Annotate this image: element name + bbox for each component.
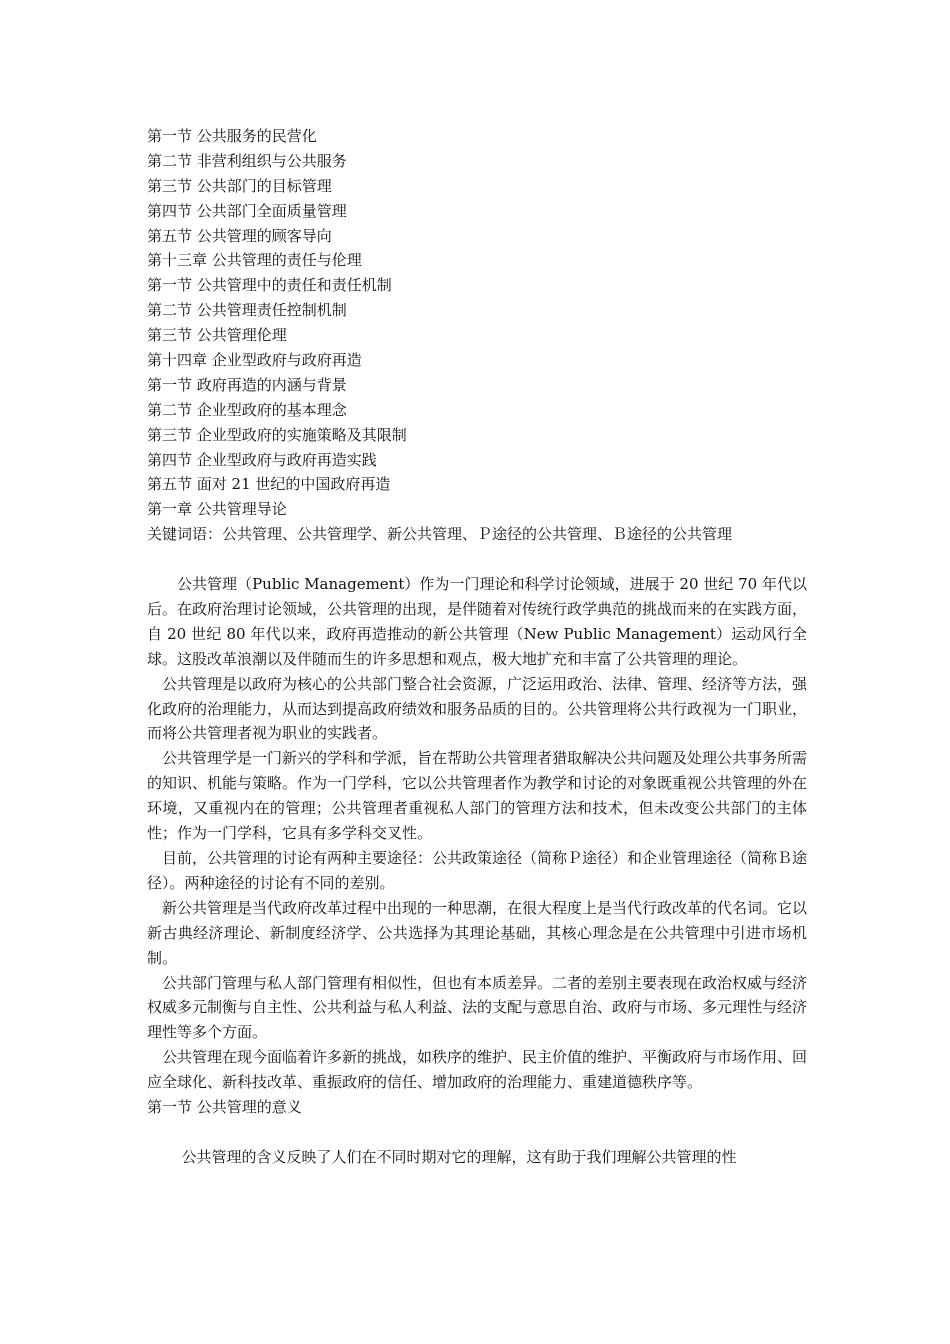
toc-line: 第一章 公共管理导论 xyxy=(147,500,287,519)
section-heading: 第一节 公共管理的意义 xyxy=(147,1098,302,1117)
toc-line: 第二节 公共管理责任控制机制 xyxy=(147,301,347,320)
toc-line: 第五节 面对 21 世纪的中国政府再造 xyxy=(147,475,391,494)
chapter-summary xyxy=(147,572,807,1095)
toc-line: 第十四章 企业型政府与政府再造 xyxy=(147,351,362,370)
summary-paragraph: 目前，公共管理的讨论有两种主要途径：公共政策途径（简称Ｐ途径）和企业管理途径（简称Ｂ途径）。两种途径的讨论有不同的差别。 xyxy=(147,849,808,892)
keywords-line: 关键词语：公共管理、公共管理学、新公共管理、Ｐ途径的公共管理、Ｂ途径的公共管理 xyxy=(147,525,733,544)
toc-line: 第三节 公共部门的目标管理 xyxy=(147,176,332,195)
blank-line xyxy=(147,547,807,572)
toc-line: 第三节 企业型政府的实施策略及其限制 xyxy=(147,425,407,444)
table-of-contents xyxy=(147,124,807,522)
toc-line: 第四节 公共部门全面质量管理 xyxy=(147,201,347,220)
toc-line: 第二节 企业型政府的基本理念 xyxy=(147,400,347,419)
toc-line: 第二节 非营利组织与公共服务 xyxy=(147,151,347,170)
summary-paragraph: 公共部门管理与私人部门管理有相似性，但也有本质差异。二者的差别主要表现在政治权威与经济权威多元制衡与自主性、公共利益与私人利益、法的支配与意思自治、政府与市场、多元理性与经济理性等多个方面。 xyxy=(147,973,808,1042)
toc-line: 第一节 公共服务的民营化 xyxy=(147,127,317,145)
summary-paragraph: 公共管理（Public Management）作为一门理论和科学讨论领域，进展于 20 世纪 70 年代以后。在政府治理讨论领域，公共管理的出现，是伴随着对传统行政学典范的挑战而来的在实践方面，自 20 世纪 80 年代以来，政府再造推动的新公共管理（New Public Management）运动风行全球。这股改革浪潮以及伴随而生的许多思想和观点，极大地扩充和丰富了公共管理的理论。 xyxy=(147,575,808,668)
toc-line: 第十三章 公共管理的责任与伦理 xyxy=(147,251,362,270)
blank-line xyxy=(147,1120,807,1145)
summary-paragraph: 新公共管理是当代政府改革过程中出现的一种思潮，在很大程度上是当代行政改革的代名词。它以新古典经济理论、新制度经济学、公共选择为其理论基础，其核心理念是在公共管理中引进市场机制。 xyxy=(147,898,808,967)
document-page xyxy=(147,124,807,1170)
summary-paragraph: 公共管理学是一门新兴的学科和学派，旨在帮助公共管理者猎取解决公共问题及处理公共事务所需的知识、机能与策略。作为一门学科，它以公共管理者作为教学和讨论的对象既重视公共管理的外在环境，又重视内在的管理；公共管理者重视私人部门的管理方法和技术，但未改变公共部门的主体性；作为一门学科，它具有多学科交叉性。 xyxy=(147,749,808,843)
summary-paragraph: 公共管理在现今面临着许多新的挑战，如秩序的维护、民主价值的维护、平衡政府与市场作用、回应全球化、新科技改革、重振政府的信任、增加政府的治理能力、重建道德秩序等。 xyxy=(147,1048,808,1092)
toc-line: 第五节 公共管理的顾客导向 xyxy=(147,226,332,245)
toc-line: 第一节 政府再造的内涵与背景 xyxy=(147,375,347,394)
toc-line: 第一节 公共管理中的责任和责任机制 xyxy=(147,276,392,295)
body-paragraph: 公共管理的含义反映了人们在不同时期对它的理解，这有助于我们理解公共管理的性 xyxy=(181,1147,737,1166)
toc-line: 第四节 企业型政府与政府再造实践 xyxy=(147,450,377,469)
summary-paragraph: 公共管理是以政府为核心的公共部门整合社会资源，广泛运用政治、法律、管理、经济等方法，强化政府的治理能力，从而达到提高政府绩效和服务品质的目的。公共管理将公共行政视为一门职业，而将公共管理者视为职业的实践者。 xyxy=(147,674,808,743)
toc-line: 第三节 公共管理伦理 xyxy=(147,326,287,345)
